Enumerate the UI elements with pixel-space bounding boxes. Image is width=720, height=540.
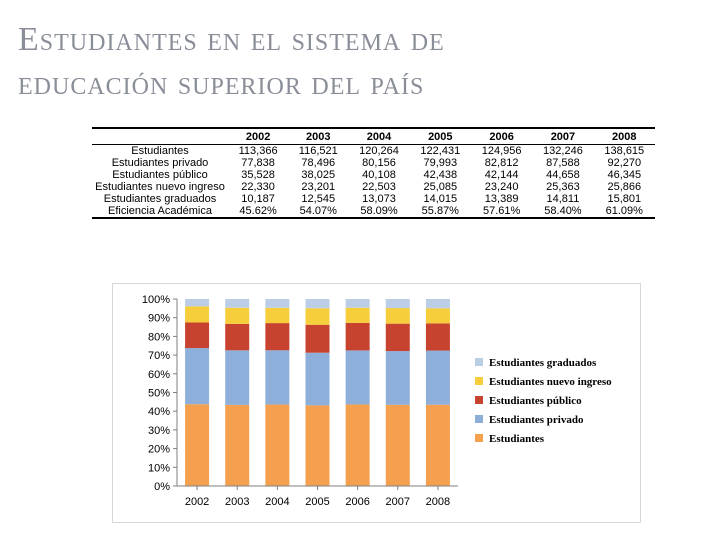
table-cell: 92,270 <box>607 157 642 169</box>
legend-swatch <box>475 396 483 404</box>
x-tick-label: 2002 <box>184 496 210 508</box>
table-row <box>92 145 655 158</box>
y-tick-label: 80% <box>147 331 170 344</box>
chart-canvas <box>113 284 640 522</box>
table-cell: 44,658 <box>546 169 580 181</box>
legend-label: Estudiantes nuevo ingreso <box>489 376 612 388</box>
bar-segment <box>426 405 450 486</box>
year-header: 2004 <box>348 128 409 145</box>
legend-label: Estudiantes graduados <box>489 357 597 369</box>
table-cell: 35,528 <box>241 169 275 181</box>
year-header: 2002 <box>228 128 288 145</box>
table-cell: 13,073 <box>362 193 396 205</box>
table-cell: 22,503 <box>362 181 396 193</box>
table-cell: 23,240 <box>484 181 519 193</box>
table-cell: 12,545 <box>301 193 336 205</box>
slide-title <box>18 18 708 106</box>
table-cell: 61.09% <box>594 205 655 218</box>
table-cell: 122,431 <box>420 145 461 157</box>
legend-label: Estudiantes privado <box>489 414 584 426</box>
bar-segment <box>265 323 289 350</box>
year-header: 2003 <box>288 128 348 145</box>
y-tick-label: 30% <box>147 424 170 437</box>
x-tick-label: 2004 <box>265 496 290 508</box>
table-cell: 113,366 <box>238 145 278 157</box>
bar-segment <box>265 405 289 486</box>
bar-segment <box>185 348 209 404</box>
table-row <box>92 205 655 218</box>
table-cell: 42,144 <box>484 169 519 181</box>
table-corner <box>92 128 228 145</box>
row-label: Estudiantes graduados <box>103 193 217 205</box>
legend-label: Estudiantes <box>489 433 545 445</box>
bar-segment <box>265 299 289 308</box>
bar-segment <box>426 323 450 350</box>
table-cell: 14,811 <box>546 193 580 205</box>
table-cell: 78,496 <box>301 157 336 169</box>
bar-segment <box>346 350 370 404</box>
table-cell: 14,015 <box>423 193 458 205</box>
table-row <box>92 157 655 169</box>
table-cell: 138,615 <box>604 145 645 157</box>
bar-segment <box>426 299 450 308</box>
table-row <box>92 169 655 181</box>
table-cell: 45.62% <box>228 205 288 218</box>
stacked-bar-chart <box>112 283 641 523</box>
table-cell: 25,085 <box>423 181 458 193</box>
y-tick-label: 20% <box>147 443 170 456</box>
table-cell: 82,812 <box>484 157 519 169</box>
bar-segment <box>306 308 330 325</box>
table-cell: 87,588 <box>546 157 580 169</box>
bar-segment <box>426 351 450 405</box>
table-cell: 23,201 <box>301 181 336 193</box>
bar-segment <box>225 405 249 486</box>
bar-segment <box>426 308 450 323</box>
bar-segment <box>265 308 289 323</box>
bar-segment <box>386 308 410 324</box>
bar-segment <box>346 299 370 308</box>
bar-segment <box>346 323 370 351</box>
y-tick-label: 50% <box>147 387 170 400</box>
table-cell: 13,389 <box>484 193 519 205</box>
bar-segment <box>225 299 249 308</box>
y-tick-label: 0% <box>154 481 170 493</box>
table-cell: 46,345 <box>607 169 642 181</box>
legend-label: Estudiantes público <box>489 395 582 407</box>
students-table <box>92 127 655 219</box>
bar-segment <box>306 405 330 486</box>
bar-segment <box>225 324 249 350</box>
table-cell: 38,025 <box>301 169 336 181</box>
row-label: Estudiantes público <box>112 169 208 181</box>
table-cell: 58.09% <box>348 205 409 218</box>
bar-segment <box>185 299 209 306</box>
table-cell: 25,866 <box>607 181 642 193</box>
row-label: Estudiantes <box>131 145 189 157</box>
table-cell: 57.61% <box>471 205 532 218</box>
y-tick-label: 10% <box>147 462 170 475</box>
table-cell: 124,956 <box>481 145 522 157</box>
table-cell: 25,363 <box>546 181 580 193</box>
legend-swatch <box>475 377 483 385</box>
bar-segment <box>386 324 410 351</box>
table-cell: 77,838 <box>241 157 275 169</box>
bar-segment <box>346 404 370 486</box>
year-header: 2007 <box>532 128 593 145</box>
bar-segment <box>386 299 410 308</box>
y-tick-label: 40% <box>147 406 170 419</box>
row-label: Eficiencia Académica <box>92 205 228 218</box>
bar-segment <box>185 322 209 348</box>
x-tick-label: 2008 <box>425 496 451 508</box>
title-line-1: Estudiantes en el sistema de <box>18 21 445 58</box>
table-header-row <box>92 128 655 145</box>
table-cell: 40,108 <box>362 169 396 181</box>
title-line-2: educación superior del país <box>18 65 425 102</box>
table-cell: 132,246 <box>543 145 583 157</box>
table-cell: 80,156 <box>362 157 396 169</box>
table-row <box>92 193 655 205</box>
y-tick-label: 70% <box>147 350 170 363</box>
year-header: 2008 <box>594 128 655 145</box>
year-header: 2005 <box>410 128 471 145</box>
row-label: Estudiantes nuevo ingreso <box>95 181 225 193</box>
table-cell: 15,801 <box>607 193 642 205</box>
y-tick-label: 90% <box>147 312 170 325</box>
x-tick-label: 2007 <box>385 496 411 508</box>
y-tick-label: 60% <box>147 368 170 381</box>
table-row <box>92 181 655 193</box>
bar-segment <box>185 306 209 322</box>
bar-segment <box>306 299 330 308</box>
x-tick-label: 2006 <box>345 496 370 508</box>
bar-segment <box>386 405 410 486</box>
x-tick-label: 2005 <box>305 496 330 508</box>
bar-segment <box>225 350 249 405</box>
table-cell: 58.40% <box>532 205 593 218</box>
table-cell: 42,438 <box>423 169 458 181</box>
bar-segment <box>386 351 410 405</box>
table-cell: 79,993 <box>423 157 458 169</box>
bar-segment <box>306 325 330 353</box>
table-cell: 22,330 <box>241 181 275 193</box>
bar-segment <box>225 308 249 324</box>
row-label: Estudiantes privado <box>111 157 209 169</box>
table-cell: 120,264 <box>359 145 399 157</box>
bar-segment <box>346 308 370 323</box>
table-cell: 54.07% <box>288 205 348 218</box>
bar-segment <box>265 350 289 404</box>
year-header: 2006 <box>471 128 532 145</box>
y-tick-label: 100% <box>141 294 170 306</box>
table-cell: 116,521 <box>298 145 338 157</box>
bar-segment <box>306 353 330 406</box>
legend-swatch <box>475 358 483 366</box>
table-cell: 10,187 <box>241 193 275 205</box>
bar-segment <box>185 404 209 486</box>
x-tick-label: 2003 <box>224 496 250 508</box>
legend-swatch <box>475 434 483 442</box>
legend-swatch <box>475 415 483 423</box>
table-cell: 55.87% <box>410 205 471 218</box>
